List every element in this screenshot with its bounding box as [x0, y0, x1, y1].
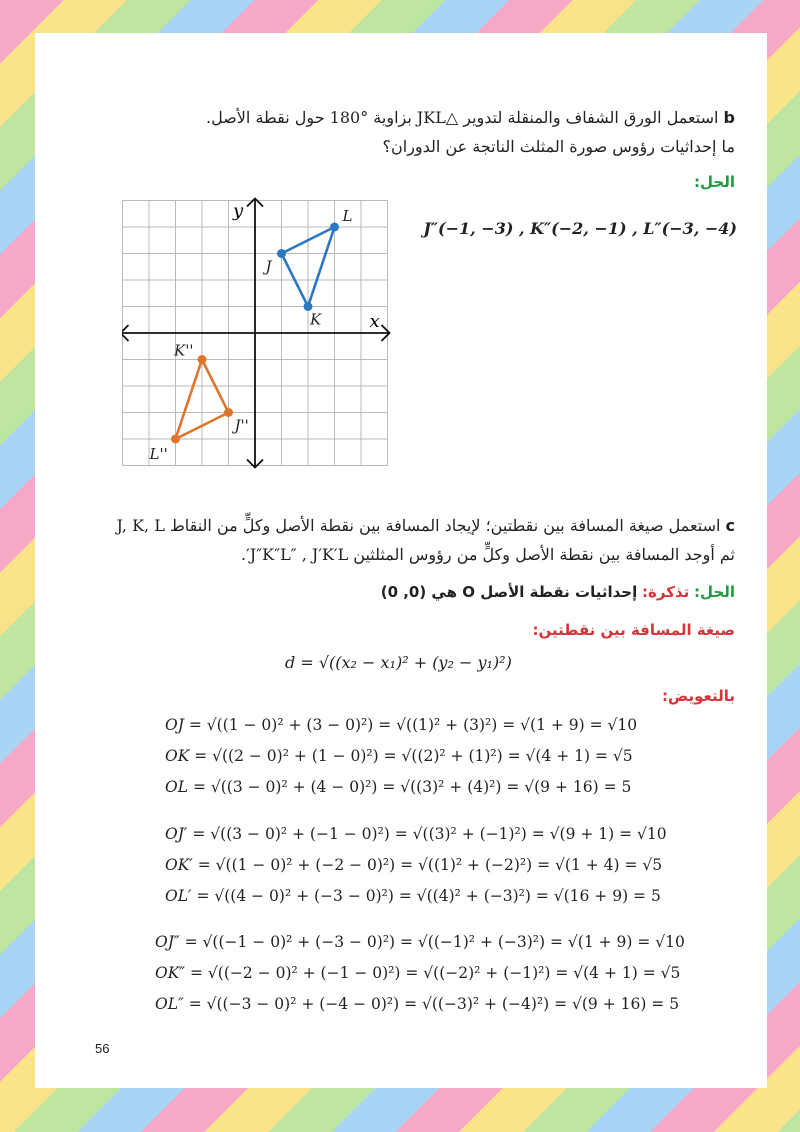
equation-rhs: = √((1 − 0)² + (−2 − 0)²) = √((1)² + (−2)²) = √(1 + 4) = √5: [192, 856, 663, 874]
coordinate-graph: [122, 186, 392, 482]
equation-row: [165, 716, 637, 734]
equation-rhs: = √((1 − 0)² + (3 − 0)²) = √((1)² + (3)²) = √(1 + 9) = √10: [183, 716, 638, 734]
part-b-question: [206, 103, 735, 161]
vertex-point-j2: [224, 408, 233, 417]
distance-formula: d = √((x₂ − x₁)² + (y₂ − y₁)²): [285, 653, 512, 672]
vertex-point-k2: [198, 355, 207, 364]
equation-rhs: = √((−2 − 0)² + (−1 − 0)²) = √((−2)² + (−1)²) = √(4 + 1) = √5: [185, 964, 681, 982]
equation-row: [165, 778, 631, 796]
vertex-label-j: J: [265, 257, 272, 276]
equation-row: [155, 995, 679, 1013]
part-c-question: [116, 511, 735, 569]
equation-rhs: = √((3 − 0)² + (−1 − 0)²) = √((3)² + (−1)²) = √(9 + 1) = √10: [187, 825, 667, 843]
equation-lhs: OK′: [165, 856, 193, 874]
vertex-label-k2: K'': [174, 341, 194, 360]
vertex-label-j2: J'': [234, 416, 249, 435]
equation-lhs: OL: [165, 778, 189, 796]
equation-rhs: = √((2 − 0)² + (1 − 0)²) = √((2)² + (1)²) = √(4 + 1) = √5: [189, 747, 633, 765]
x-axis-label: x: [369, 311, 380, 332]
equation-rhs: = √((3 − 0)² + (4 − 0)²) = √((3)² + (4)²) = √(9 + 16) = 5: [188, 778, 632, 796]
equation-lhs: OK″: [155, 964, 186, 982]
equation-lhs: OJ″: [155, 933, 180, 951]
part-b-solution-label: الحل:: [694, 173, 735, 191]
equation-lhs: OK: [165, 747, 190, 765]
part-b-answer: J″(−1, −3) , K″(−2, −1) , L″(−3, −4): [423, 219, 737, 238]
equation-row: [165, 887, 661, 905]
equation-rhs: = √((4 − 0)² + (−3 − 0)²) = √((4)² + (−3)²) = √(16 + 9) = 5: [191, 887, 661, 905]
part-b-label: b: [723, 108, 735, 127]
reminder-text: إحداثيات نقطة الأصل O هي (0, 0): [380, 583, 638, 601]
vertex-point-j: [277, 249, 286, 258]
vertex-label-k: K: [310, 310, 322, 329]
equation-row: [165, 856, 662, 874]
axes: [122, 199, 390, 468]
equation-row: [165, 825, 667, 843]
equation-rhs: = √((−1 − 0)² + (−3 − 0)²) = √((−1)² + (−3)²) = √(1 + 9) = √10: [179, 933, 685, 951]
equation-row: [155, 964, 680, 982]
part-b-line1: b استعمل الورق الشفاف والمنقلة لتدوير △JKL بزاوية °180 حول نقطة الأصل.: [206, 108, 735, 127]
substitution-label: بالتعويض:: [662, 687, 735, 705]
page-number: 56: [95, 1041, 110, 1056]
part-c-line1: c استعمل صيغة المسافة بين نقطتين؛ لإيجاد المسافة بين نقطة الأصل وكلٍّ من النقاط J, K, L: [116, 516, 735, 535]
equation-lhs: OJ: [165, 716, 184, 734]
part-c-line2: ثم أوجد المسافة بين نقطة الأصل وكلٍّ من رؤوس المثلثين J″K″L″ , J′K′L′.: [241, 545, 735, 564]
part-c-label: c: [725, 516, 735, 535]
equation-lhs: OL″: [155, 995, 184, 1013]
y-axis-label: y: [233, 200, 244, 222]
vertex-point-l: [330, 223, 339, 232]
vertex-label-l: L: [342, 207, 353, 225]
vertex-point-l2: [171, 435, 180, 444]
reminder-label: تذكرة:: [642, 583, 690, 601]
equation-lhs: OJ′: [165, 825, 188, 843]
part-b-line2: ما إحداثيات رؤوس صورة المثلث الناتجة عن الدوران؟: [382, 137, 735, 156]
equation-rhs: = √((−3 − 0)² + (−4 − 0)²) = √((−3)² + (−4)²) = √(9 + 16) = 5: [183, 995, 680, 1013]
page-sheet: [35, 33, 767, 1088]
vertex-label-l2: L'': [149, 445, 168, 463]
part-c-solution-line: [381, 583, 735, 601]
equation-row: [165, 747, 633, 765]
formula-heading: صيغة المسافة بين نقطتين:: [532, 621, 735, 639]
equation-lhs: OL′: [165, 887, 192, 905]
equation-row: [155, 933, 685, 951]
part-c-solution-label: الحل:: [694, 583, 735, 601]
